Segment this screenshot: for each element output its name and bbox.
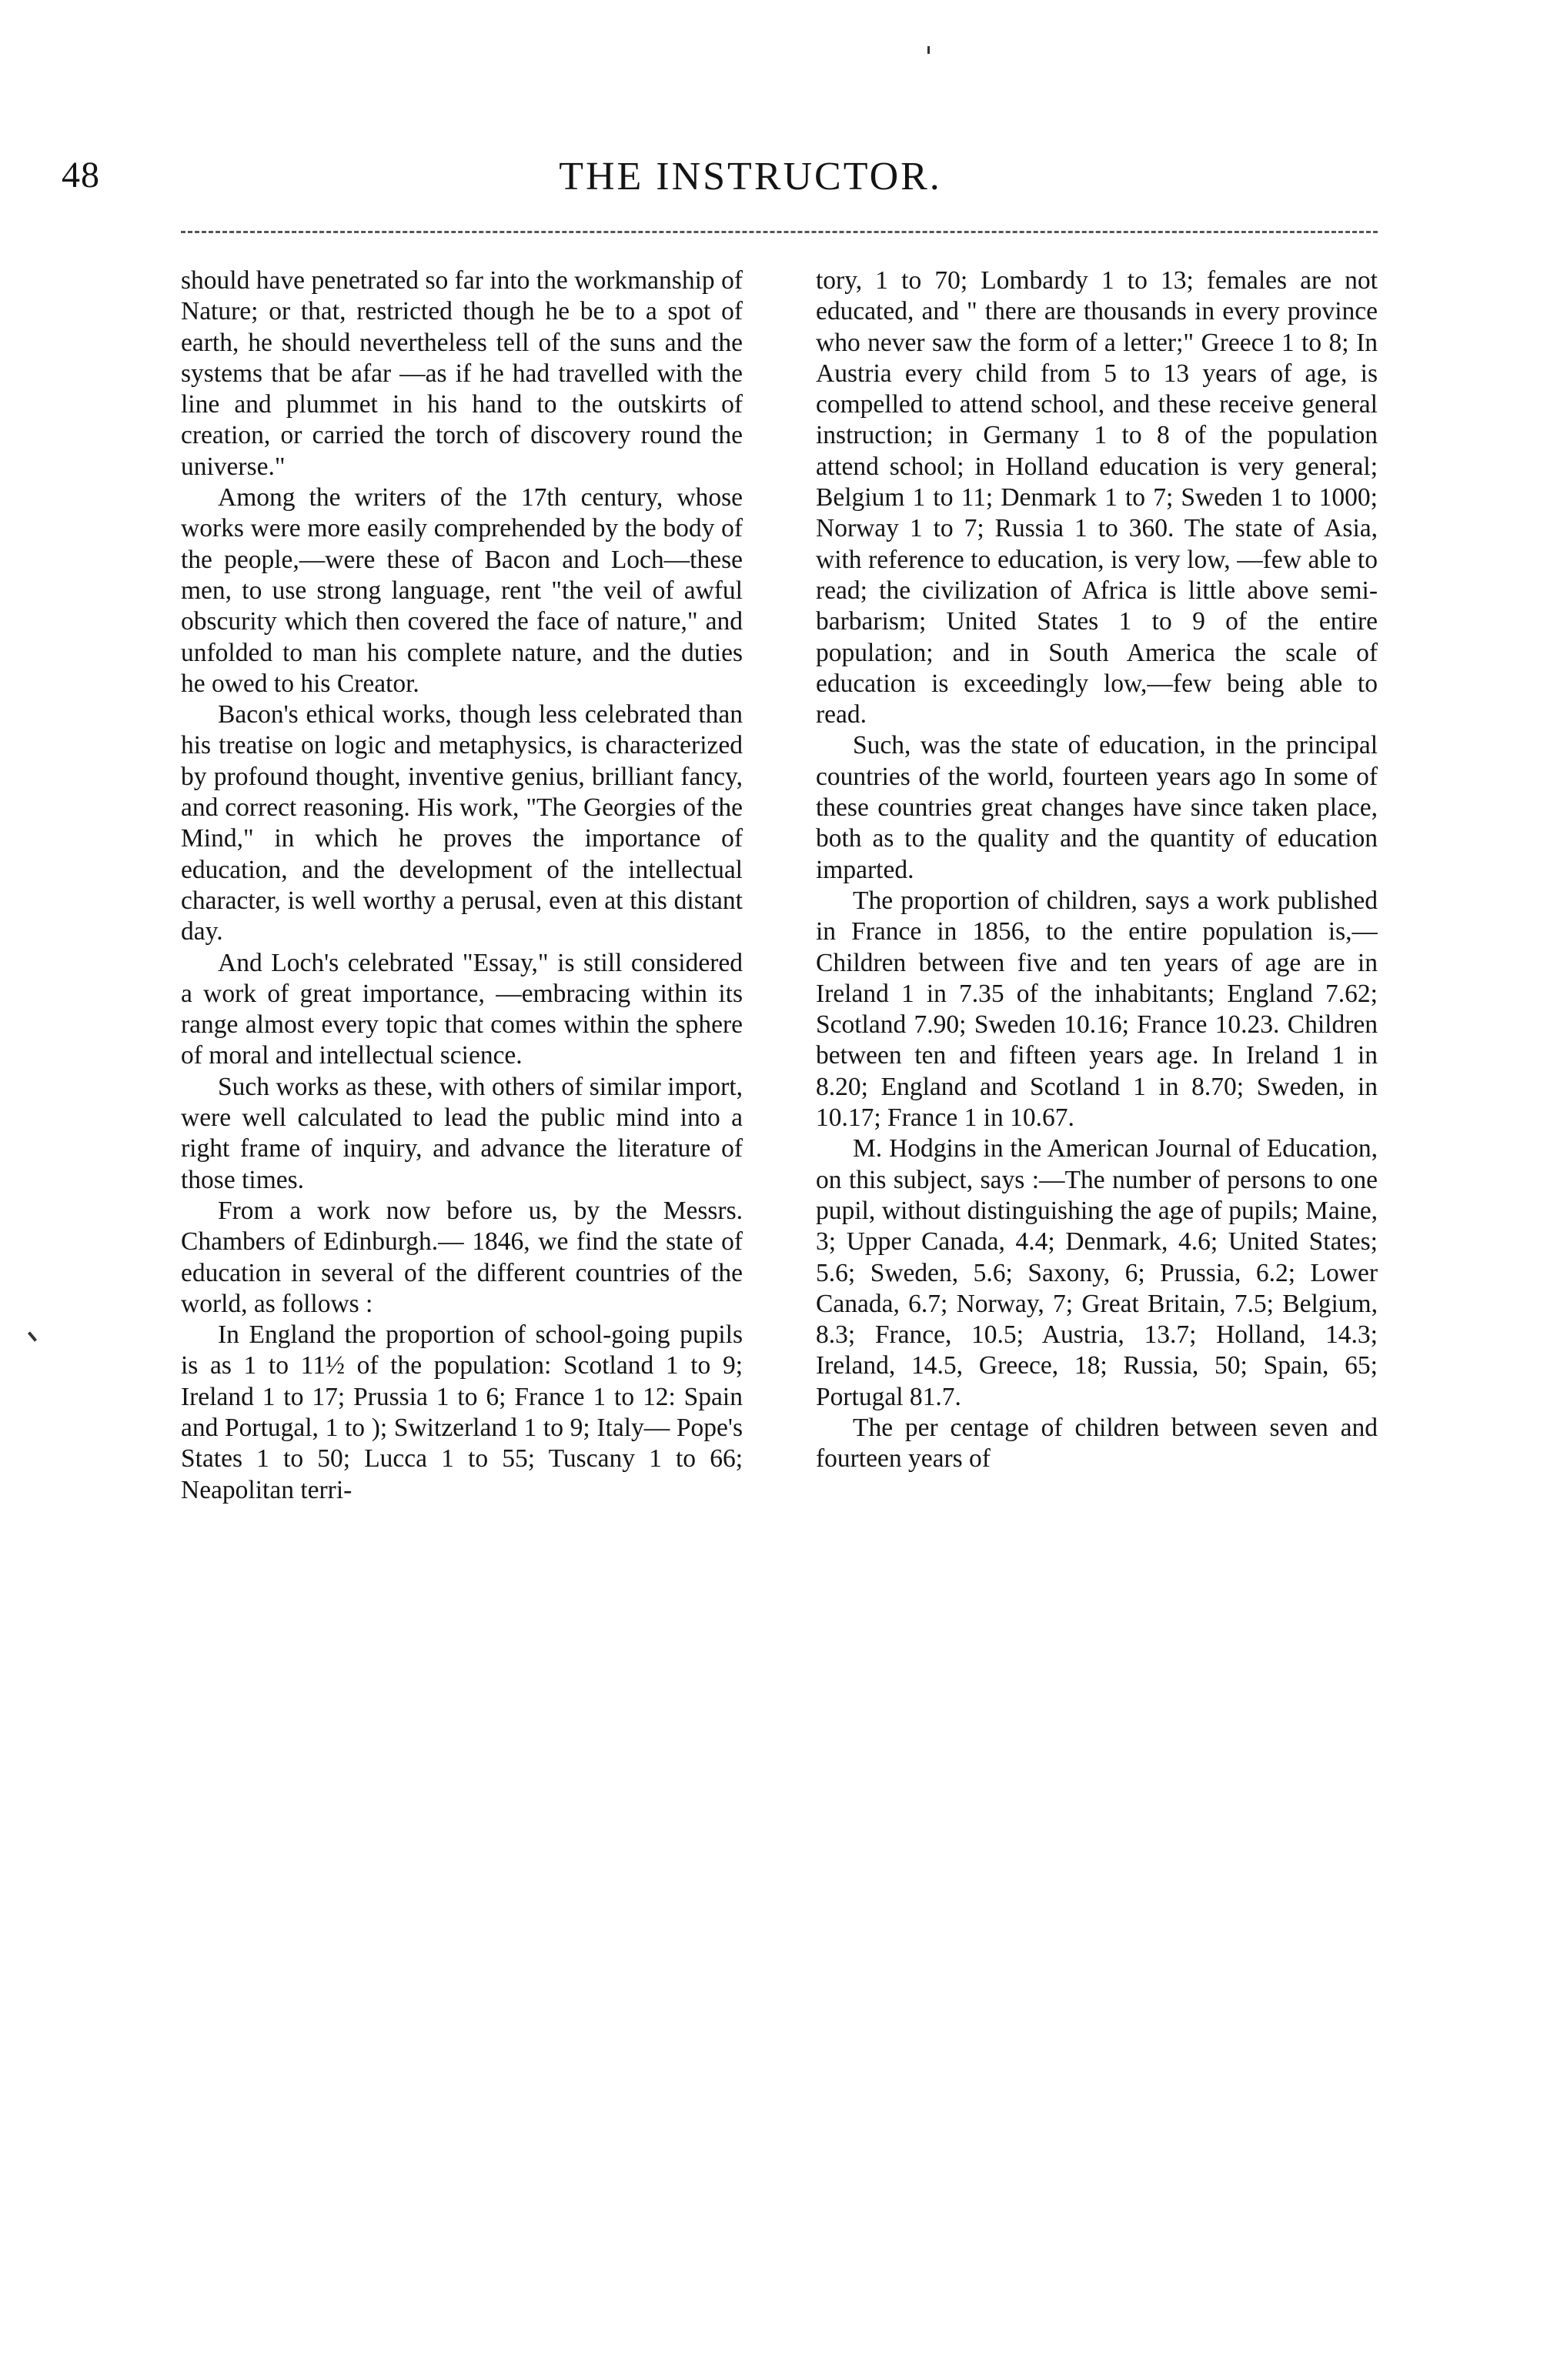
paragraph: The proportion of children, says a work published in France in 1856, to the entire population is,—Children between five and ten years of age are in Ireland 1 in 7.35 of the inhabitants; England 7.62; Scotland 7.90; Sweden 10.16; France 10.23. Children between ten and fifteen years age. In Ireland 1 in 8.20; England and Scotland 1 in 8.70; Sweden, in 10.17; France 1 in 10.67.: [816, 886, 1378, 1133]
left-column: [181, 265, 743, 2220]
page-number: 48: [62, 155, 100, 195]
paragraph: In England the proportion of school-going pupils is as 1 to 11½ of the population: Scotland 1 to 9; Ireland 1 to 17; Prussia 1 to 6; France 1 to 12: Spain and Portugal, 1 to ); Switzerland 1 to 9; Italy— Pope's States 1 to 50; Lucca 1 to 55; Tuscany 1 to 66; Neapolitan terri-: [181, 1320, 743, 1504]
right-column: [816, 265, 1378, 2220]
running-head: THE INSTRUCTOR.: [559, 155, 942, 199]
paragraph: The per centage of children between seven and fourteen years of: [816, 1413, 1378, 1474]
paragraph: Such, was the state of education, in the principal countries of the world, fourteen years ago In some of these countries great changes have since taken place, both as to the quality and the quantity of education imparted.: [816, 731, 1378, 884]
paragraph: And Loch's celebrated "Essay," is still considered a work of great importance, —embracing within its range almost every topic that comes within the sphere of moral and intellectual science.: [181, 948, 743, 1070]
paragraph: Among the writers of the 17th century, whose works were more easily comprehended by the body of the people,—were these of Bacon and Loch—these men, to use strong language, rent "the veil of awful obscurity which then covered the face of nature," and unfolded to man his complete nature, and the duties he owed to his Creator.: [181, 483, 743, 698]
page-header: [62, 154, 1439, 208]
paragraph: should have penetrated so far into the workmanship of Nature; or that, restricted though he be to a spot of earth, he should nevertheless tell of the suns and the systems that be afar —as if he had travelled with the line and plummet in his hand to the outskirts of creation, or carried the torch of discovery round the universe.": [181, 266, 743, 481]
paragraph: From a work now before us, by the Messrs. Chambers of Edinburgh.— 1846, we find the state of education in several of the different countries of the world, as follows :: [181, 1196, 743, 1318]
paragraph: Bacon's ethical works, though less celebrated than his treatise on logic and metaphysics, is characterized by profound thought, inventive genius, brilliant fancy, and correct reasoning. His work, "The Georgies of the Mind," in which he proves the importance of education, and the development of the intellectual character, is well worthy a perusal, even at this distant day.: [181, 700, 743, 946]
print-speck: [28, 1331, 37, 1341]
header-rule: [181, 231, 1378, 233]
paragraph: tory, 1 to 70; Lombardy 1 to 13; females are not educated, and " there are thousands in every province who never saw the form of a letter;" Greece 1 to 8; In Austria every child from 5 to 13 years of age, is compelled to attend school, and these receive general instruction; in Germany 1 to 8 of the population attend school; in Holland education is very general; Belgium 1 to 11; Denmark 1 to 7; Sweden 1 to 1000; Norway 1 to 7; Russia 1 to 360. The state of Asia, with reference to education, is very low, —few able to read; the civilization of Africa is little above semi-barbarism; United States 1 to 9 of the entire population; and in South America the scale of education is exceedingly low,—few being able to read.: [816, 266, 1378, 729]
paragraph: Such works as these, with others of similar import, were well calculated to lead the public mind into a right frame of inquiry, and advance the literature of those times.: [181, 1072, 743, 1194]
paragraph: M. Hodgins in the American Journal of Education, on this subject, says :—The number of persons to one pupil, without distinguishing the age of pupils; Maine, 3; Upper Canada, 4.4; Denmark, 4.6; United States; 5.6; Sweden, 5.6; Saxony, 6; Prussia, 6.2; Lower Canada, 6.7; Norway, 7; Great Britain, 7.5; Belgium, 8.3; France, 10.5; Austria, 13.7; Holland, 14.3; Ireland, 14.5, Greece, 18; Russia, 50; Spain, 65; Portugal 81.7.: [816, 1134, 1378, 1411]
print-speck: [927, 46, 930, 54]
